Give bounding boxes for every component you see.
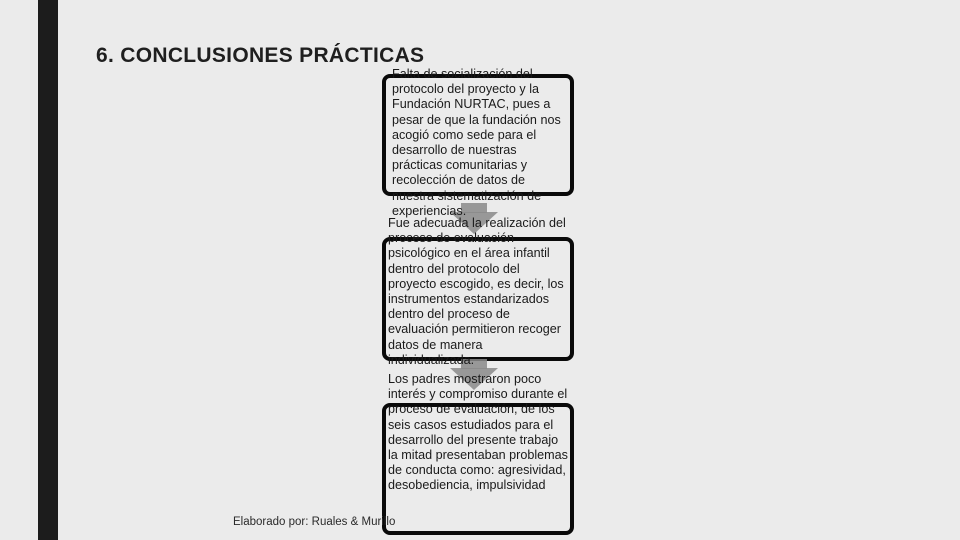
slide-title: 6. CONCLUSIONES PRÁCTICAS [96,44,425,67]
accent-bar [38,0,58,540]
flow-item-text-3: Los padres mostraron poco interés y compromiso durante el proceso de evaluación, de los seis casos estudiados para el desarrollo del presente trabajo la mitad presentaban problemas de conducta como: agresividad, desobediencia, impulsividad [388,372,568,493]
flow-item-text-1: Falta de socialización del protocolo del proyecto y la Fundación NURTAC, pues a pesar de que la fundación nos acogió como sede para el desarrollo de nuestras prácticas comunitarias y recolección de datos de nuestra sistematización de experiencias. [392,67,561,218]
footer-credit: Elaborado por: Ruales & Murillo [233,516,396,528]
flow-item-text-2: Fue adecuada la realización del proceso de evaluación psicológico en el área infantil dentro del protocolo del proyecto escogido, es decir, los instrumentos estandarizados dentro del proceso de evaluación permitieron recoger datos de manera individualizada. [388,216,566,367]
